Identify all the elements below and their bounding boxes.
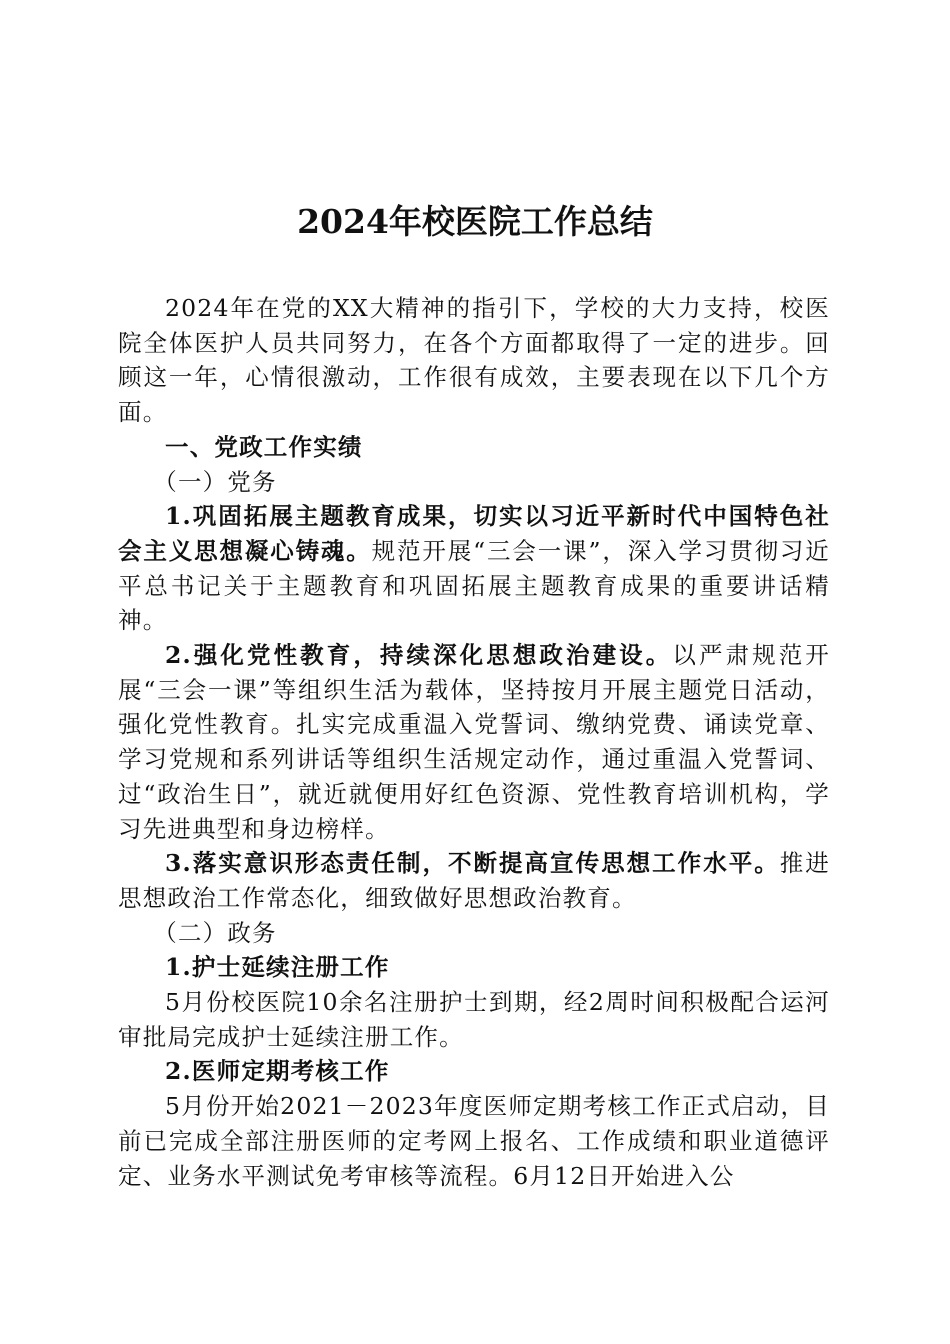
gov2-heading: 2.医师定期考核工作 [165, 1057, 390, 1086]
gov1-paragraph: 5月份校医院10余名注册护士到期，经2周时间积极配合运河审批局完成护士延续注册工作。 [118, 988, 830, 1051]
gov2-paragraph: 5月份开始2021－2023年度医师定期考核工作正式启动，目前已完成全部注册医师的定考网上报名、工作成绩和职业道德评定、业务水平测试免考审核等流程。6月12日开始进入公 [118, 1092, 830, 1190]
item2-bold: 2.强化党性教育，持续深化思想政治建设。 [165, 641, 673, 670]
intro-paragraph: 2024年在党的XX大精神的指引下，学校的大力支持，校医院全体医护人员共同努力，在各个方面都取得了一定的进步。回顾这一年，心情很激动，工作很有成效，主要表现在以下几个方面。 [118, 294, 830, 427]
sub1-heading: （一）党务 [153, 467, 277, 496]
item3-text: 推进思想政治工作常态化，细致做好思想政治教育。 [118, 849, 830, 912]
item3-paragraph [118, 846, 830, 915]
item1-bold: 1.巩固拓展主题教育成果，切实以习近平新时代中国特色社会主义思想凝心铸魂。 [118, 502, 830, 565]
document-body [118, 291, 830, 1193]
item1-text: 规范开展“三会一课”，深入学习贯彻习近平总书记关于主题教育和巩固拓展主题教育成果的重要讲话精神。 [118, 536, 831, 635]
gov1-heading: 1.护士延续注册工作 [165, 953, 390, 982]
document-title: 2024年校医院工作总结 [297, 202, 653, 241]
item3-bold: 3.落实意识形态责任制，不断提高宣传思想工作水平。 [165, 849, 780, 878]
item2-paragraph [118, 638, 830, 846]
item2-text: 以严肃规范开展“三会一课”等组织生活为载体，坚持按月开展主题党日活动，强化党性教育。扎实完成重温入党誓词、缴纳党费、诵读党章、学习党规和系列讲话等组织生活规定动作，通过重温入党誓词、过“政治生日”，就近就便用好红色资源、党性教育培训机构，学习先进典型和身边榜样。 [118, 641, 830, 843]
item1-paragraph [118, 499, 830, 638]
sub2-heading: （二）政务 [153, 918, 277, 947]
section1-heading: 一、党政工作实绩 [165, 432, 363, 461]
